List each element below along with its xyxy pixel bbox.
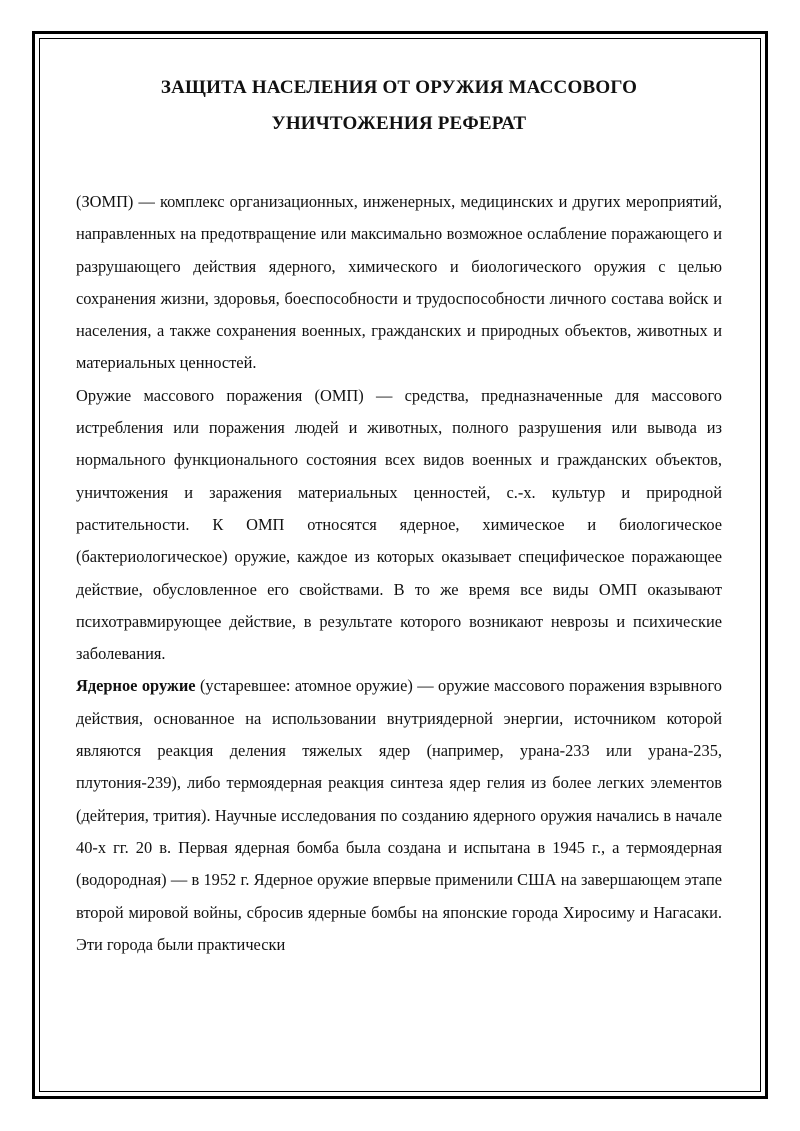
paragraph-nuclear-weapon [76, 670, 722, 961]
document-content [76, 70, 722, 961]
paragraph-omp: Оружие массового поражения (ОМП) — средства, предназначенные для массового истребления или поражения людей и животных, полного разрушения или вывода из нормального функционального состояния всех видов военных и гражданских объектов, уничтожения и заражения материальных ценностей, с.-х. культур и природной растительности. К ОМП относятся ядерное, химическое и биологическое (бактериологическое) оружие, каждое из которых оказывает специфическое поражающее действие, обусловленное его свойствами. В то же время все виды ОМП оказывают психотравмирующее действие, в результате которого возникают неврозы и психические заболевания. [76, 385, 722, 664]
paragraph-text: (устаревшее: атомное оружие) — оружие массового поражения взрывного действия, основанное на использовании внутриядерной энергии, источником которой являются реакция деления тяжелых ядер (например, урана-233 или урана-235, плутония-239), либо термоядерная реакция синтеза ядер гелия из более легких элементов (дейтерия, трития). Научные исследования по созданию ядерного оружия начались в начале 40-х гг. 20 в. Первая ядерная бомба была создана и испытана в 1945 г., а термоядерная (водородная) — в 1952 г. Ядерное оружие впервые применили США на завершающем этапе второй мировой войны, сбросив ядерные бомбы на японские города Хиросиму и Нагасаки. Эти города были практически [76, 676, 722, 954]
document-body [76, 186, 722, 961]
title-line-2: УНИЧТОЖЕНИЯ РЕФЕРАТ [271, 113, 527, 134]
document-title [76, 70, 722, 142]
title-line-1: ЗАЩИТА НАСЕЛЕНИЯ ОТ ОРУЖИЯ МАССОВОГО [160, 77, 638, 98]
paragraph-zomp: (ЗОМП) — комплекс организационных, инженерных, медицинских и других мероприятий, направленных на предотвращение или максимально возможное ослабление поражающего и разрушающего действия ядерного, химического и биологического оружия с целью сохранения жизни, здоровья, боеспособности и трудоспособности личного состава войск и населения, а также сохранения военных, гражданских и природных объектов, животных и материальных ценностей. [76, 192, 722, 373]
paragraph-lead-term: Ядерное оружие [76, 676, 196, 696]
